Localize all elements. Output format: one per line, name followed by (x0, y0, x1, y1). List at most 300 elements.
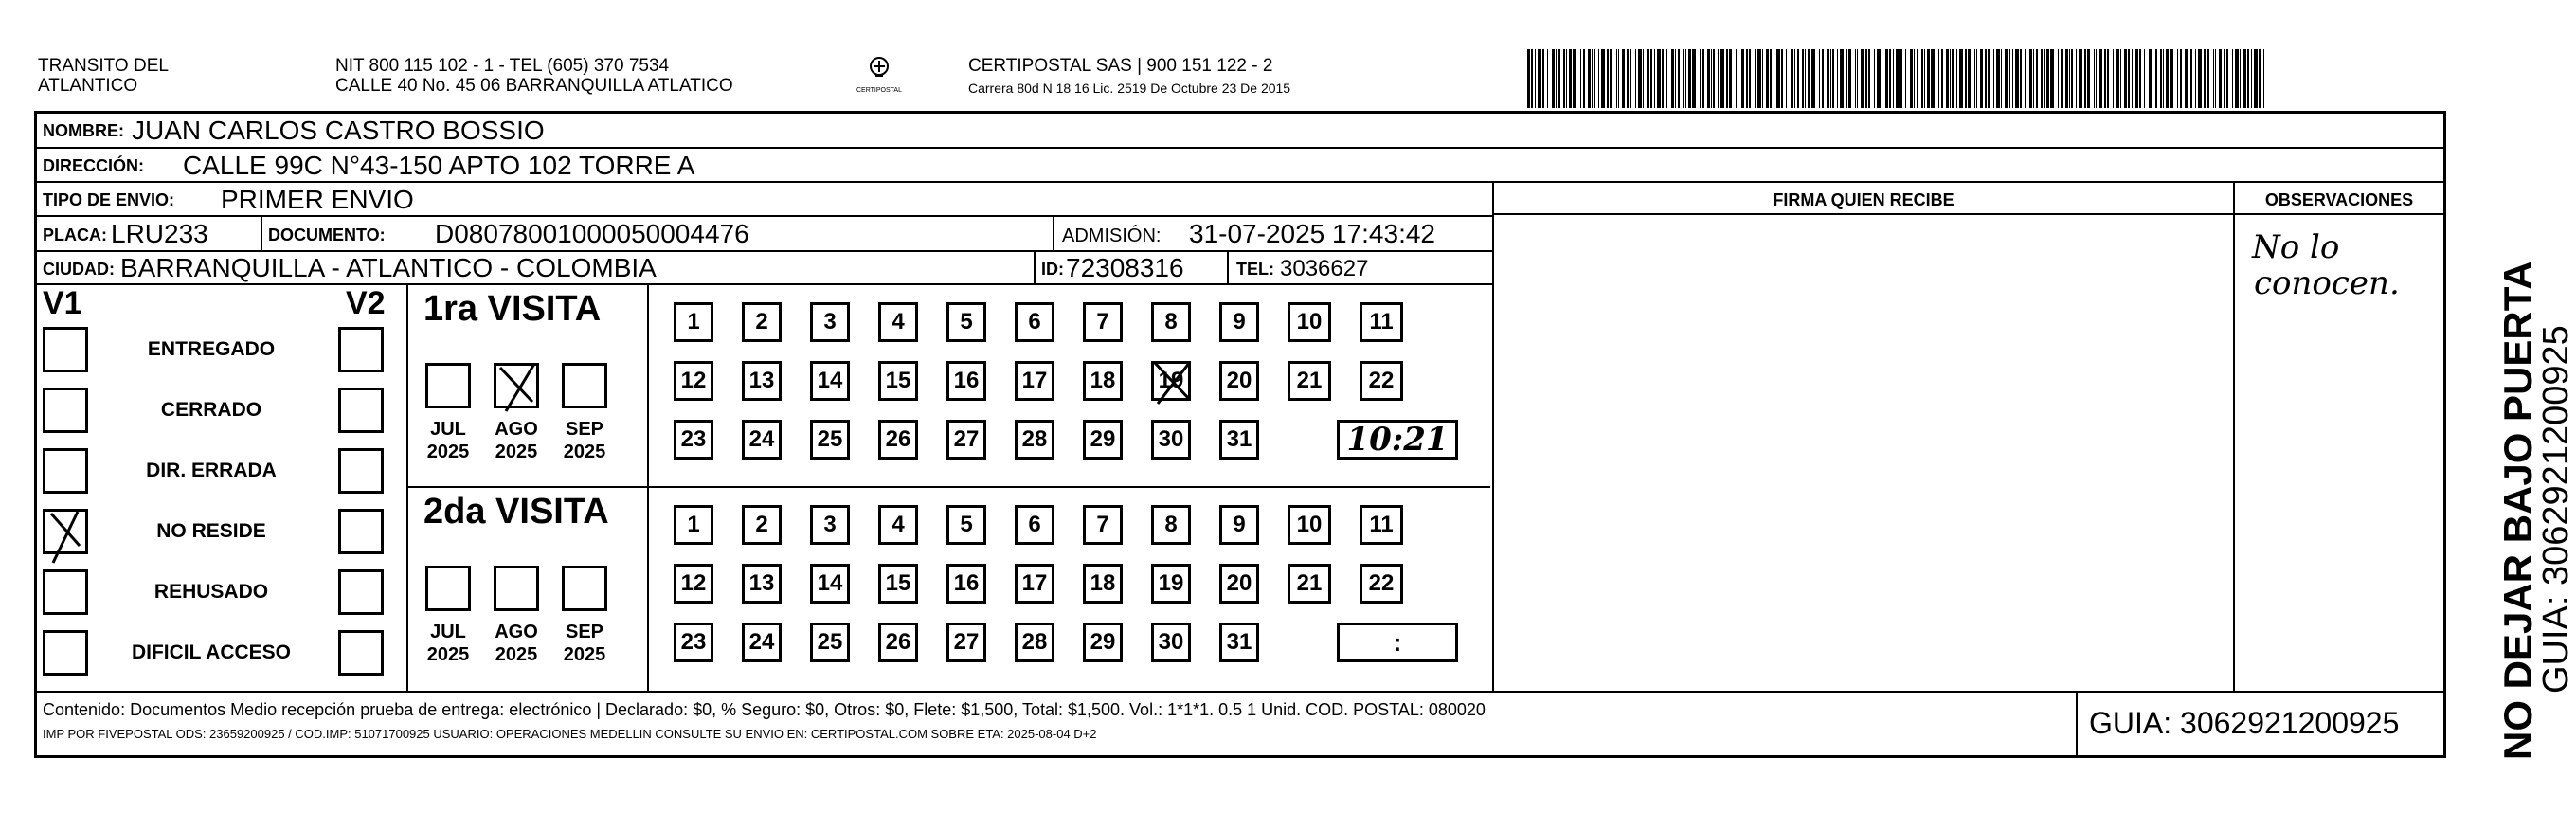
v1-checkbox-no-reside[interactable] (43, 509, 88, 554)
v2-label: V2 (346, 285, 386, 321)
barcode-bar (2087, 49, 2090, 108)
id-value: 72308316 (1066, 253, 1184, 282)
barcode-bar (1950, 49, 1951, 108)
tipo-value: PRIMER ENVIO (221, 185, 414, 214)
barcode-bar (1657, 49, 1661, 108)
barcode-bar (2155, 49, 2157, 108)
v2-checkbox-no-reside[interactable] (338, 509, 384, 554)
barcode-bar (1848, 49, 1851, 108)
status-option-label: DIFICIL ACCESO (131, 641, 291, 663)
barcode-bar (1980, 49, 1983, 108)
footer-imp: IMP POR FIVEPOSTAL ODS: 23659200925 / COD.IMP: 51071700925 USUARIO: OPERACIONES MEDELLIN CONSULTE SU ENVIO EN: CERTIPOSTAL.COM SOBRE ETA: 2025-08-04 D+2 (43, 727, 1097, 741)
barcode-bar (2061, 49, 2063, 108)
barcode-bar (2263, 49, 2264, 108)
barcode-bar (1865, 49, 1867, 108)
second-visit-title: 2da VISITA (423, 492, 609, 532)
barcode-bar (1741, 49, 1744, 108)
barcode-bar (1770, 49, 1772, 108)
time-box[interactable]: 10:21 (1337, 420, 1458, 460)
barcode-bar (2033, 49, 2034, 108)
barcode-bar (1630, 49, 1631, 108)
barcode-bar (1729, 49, 1732, 108)
tipo-row (37, 183, 1494, 217)
status-option-label: ENTREGADO (147, 338, 276, 360)
first-visit (408, 285, 1490, 488)
barcode-bar (1650, 49, 1652, 108)
barcode-bar (2224, 49, 2225, 108)
barcode-bar (2177, 49, 2178, 108)
barcode-bar (2195, 49, 2196, 108)
month-checkbox-sep[interactable] (562, 363, 607, 408)
v1-label: V1 (43, 285, 82, 321)
barcode-bar (1654, 49, 1655, 108)
guia-value: GUIA: 3062921200925 (2089, 706, 2400, 740)
v2-checkbox-rehusado[interactable] (338, 569, 384, 615)
month-checkbox-ago[interactable] (494, 363, 539, 408)
barcode-bar (1627, 49, 1629, 108)
barcode-bar (1692, 49, 1696, 108)
barcode-bar (2058, 49, 2059, 108)
v1-checkbox-cerrado[interactable] (43, 388, 88, 433)
day-box-25[interactable]: 25 (810, 420, 850, 460)
barcode-bar (1580, 49, 1581, 108)
barcode-bar (2185, 49, 2188, 108)
barcode-bar (2012, 49, 2013, 108)
barcode-bar (2071, 49, 2073, 108)
barcode-bar (1855, 49, 1856, 108)
barcode-bar (1666, 49, 1667, 108)
day-box-7[interactable]: 7 (1083, 302, 1123, 342)
barcode-bar (1868, 49, 1870, 108)
barcode-bar (1535, 49, 1536, 108)
barcode-bar (1965, 49, 1967, 108)
month-checkbox-jul[interactable] (425, 363, 471, 408)
barcode-bar (1822, 49, 1824, 108)
day-box-16[interactable]: 16 (946, 564, 986, 604)
barcode-bar (1573, 49, 1576, 108)
day-box-14[interactable]: 14 (810, 564, 850, 604)
nit-line: NIT 800 115 102 - 1 - TEL (605) 370 7534 (335, 56, 670, 76)
day-box-16[interactable]: 16 (946, 361, 986, 401)
barcode-bar (1905, 49, 1906, 108)
day-box-22[interactable]: 22 (1360, 361, 1403, 401)
obs-header (2235, 183, 2443, 215)
barcode-bar (2065, 49, 2068, 108)
barcode-bar (1563, 49, 1565, 108)
barcode-bar (1635, 49, 1636, 108)
barcode-bar (1713, 49, 1715, 108)
barcode-bar (1976, 49, 1977, 108)
barcode-bar (1527, 49, 1530, 108)
day-box-19[interactable]: 19 (1151, 564, 1191, 604)
barcode-bar (1993, 49, 1994, 108)
barcode-bar (2219, 49, 2222, 108)
barcode-bar (2104, 49, 2106, 108)
barcode-bar (1588, 49, 1591, 108)
ciudad-row (37, 252, 1494, 285)
barcode-bar (1558, 49, 1560, 108)
v2-checkbox-cerrado[interactable] (338, 388, 384, 433)
day-box-7[interactable]: 7 (1083, 505, 1123, 545)
barcode-bar (1762, 49, 1763, 108)
v2-checkbox-entregado[interactable] (338, 327, 384, 372)
day-box-12[interactable]: 12 (674, 564, 713, 604)
barcode-bar (2213, 49, 2214, 108)
day-box-30[interactable]: 30 (1151, 622, 1191, 662)
barcode-bar (1700, 49, 1701, 108)
barcode-bar (1896, 49, 1900, 108)
barcode-bar (1927, 49, 1930, 108)
barcode-bar (1917, 49, 1918, 108)
v2-checkbox-dificil-acceso[interactable] (338, 630, 384, 676)
day-box-21[interactable]: 21 (1288, 564, 1331, 604)
day-box-23[interactable]: 23 (674, 622, 713, 662)
day-box-20[interactable]: 20 (1219, 361, 1259, 401)
barcode-bar (1846, 49, 1847, 108)
barcode-bar (1643, 49, 1644, 108)
day-box-2[interactable]: 2 (742, 505, 782, 545)
status-options (37, 285, 408, 691)
day-box-11[interactable]: 11 (1360, 302, 1403, 342)
day-box-1[interactable]: 1 (674, 505, 713, 545)
barcode-bar (1840, 49, 1844, 108)
barcode-bar (1874, 49, 1875, 108)
footer (37, 691, 2443, 755)
sender-line-1: TRANSITO DEL (38, 56, 169, 76)
company-info (968, 56, 1290, 96)
barcode-bar (2029, 49, 2032, 108)
second-visit-months (408, 488, 649, 691)
day-box-29[interactable]: 29 (1083, 420, 1123, 460)
barcode-bar (1877, 49, 1881, 108)
day-box-24[interactable]: 24 (742, 420, 782, 460)
barcode-bar (1921, 49, 1923, 108)
side-guia: GUIA: 3062921200925 (2536, 325, 2576, 694)
sender-line-2: ATLANTICO (38, 76, 138, 96)
barcode-bar (2254, 49, 2258, 108)
check-mark-icon (1148, 356, 1198, 407)
v1-checkbox-dir-errada[interactable] (43, 448, 88, 494)
barcode-bar (2190, 49, 2192, 108)
barcode-bar (1857, 49, 1858, 108)
day-box-9[interactable]: 9 (1219, 505, 1259, 545)
barcode-bar (1924, 49, 1925, 108)
obs-label: OBSERVACIONES (2264, 190, 2414, 209)
barcode-bar (1968, 49, 1971, 108)
day-box-20[interactable]: 20 (1219, 564, 1259, 604)
barcode-bar (1952, 49, 1954, 108)
barcode-bar (2198, 49, 2202, 108)
barcode-bar (1794, 49, 1795, 108)
barcode-bar (1610, 49, 1612, 108)
placa-value: LRU233 (111, 219, 208, 248)
barcode-bar (2050, 49, 2054, 108)
month-label-jul: JUL 2025 (426, 419, 470, 462)
day-box-28[interactable]: 28 (1015, 622, 1054, 662)
barcode-bar (1707, 49, 1710, 108)
day-box-27[interactable]: 27 (946, 420, 986, 460)
barcode-bar (2036, 49, 2038, 108)
barcode-bar (2015, 49, 2019, 108)
barcode-bar (1900, 49, 1902, 108)
day-box-25[interactable]: 25 (810, 622, 850, 662)
barcode-bar (1678, 49, 1680, 108)
barcode-bar (2076, 49, 2077, 108)
barcode-bar (1893, 49, 1894, 108)
barcode-bar (1566, 49, 1567, 108)
sender-details (335, 56, 733, 96)
barcode-bar (1662, 49, 1664, 108)
month-checkbox-ago[interactable] (494, 566, 539, 611)
check-mark-icon (495, 360, 542, 413)
status-area (37, 285, 1494, 691)
barcode-bar (2170, 49, 2173, 108)
day-box-31[interactable]: 31 (1219, 622, 1259, 662)
barcode-bar (2247, 49, 2249, 108)
barcode-bar (1819, 49, 1820, 108)
barcode-bar (2166, 49, 2169, 108)
day-box-1[interactable]: 1 (674, 302, 713, 342)
barcode-bar (1766, 49, 1769, 108)
barcode-bar (1749, 49, 1751, 108)
status-option-label: NO RESIDE (156, 520, 266, 542)
barcode-bar (1974, 49, 1975, 108)
placa-label: PLACA: (43, 226, 107, 244)
barcode-bar (2005, 49, 2008, 108)
barcode-bar (2240, 49, 2241, 108)
barcode-bar (1531, 49, 1533, 108)
barcode-bar (2084, 49, 2086, 108)
barcode-bar (2025, 49, 2026, 108)
day-box-14[interactable]: 14 (810, 361, 850, 401)
ciudad-value: BARRANQUILLA - ATLANTICO - COLOMBIA (120, 253, 657, 282)
barcode-bar (1830, 49, 1831, 108)
day-box-19[interactable]: 19 (1151, 361, 1191, 401)
day-box-8[interactable]: 8 (1151, 302, 1191, 342)
barcode-bar (1583, 49, 1585, 108)
day-box-18[interactable]: 18 (1083, 361, 1123, 401)
barcode-graphic (1527, 49, 2274, 108)
barcode-bar (1688, 49, 1691, 108)
barcode-bar (2226, 49, 2228, 108)
day-box-27[interactable]: 27 (946, 622, 986, 662)
placa-row (37, 217, 1494, 252)
day-box-31[interactable]: 31 (1219, 420, 1259, 460)
barcode-bar (1959, 49, 1963, 108)
barcode-bar (1547, 49, 1548, 108)
day-box-12[interactable]: 12 (674, 361, 713, 401)
first-visit-title: 1ra VISITA (423, 289, 602, 329)
barcode-bar (2207, 49, 2209, 108)
month-label-ago: AGO 2025 (495, 622, 538, 665)
month-checkbox-jul[interactable] (425, 566, 471, 611)
barcode-bar (2139, 49, 2141, 108)
v1-checkbox-dificil-acceso[interactable] (43, 630, 88, 676)
barcode-bar (2180, 49, 2182, 108)
direccion-value: CALLE 99C N°43-150 APTO 102 TORRE A (183, 151, 695, 180)
barcode-bar (2044, 49, 2045, 108)
day-box-15[interactable]: 15 (878, 564, 918, 604)
day-box-6[interactable]: 6 (1015, 505, 1054, 545)
barcode-bar (1956, 49, 1957, 108)
barcode-bar (2099, 49, 2102, 108)
day-box-10[interactable]: 10 (1288, 302, 1331, 342)
day-box-21[interactable]: 21 (1288, 361, 1331, 401)
day-box-29[interactable]: 29 (1083, 622, 1123, 662)
day-box-9[interactable]: 9 (1219, 302, 1259, 342)
day-box-4[interactable]: 4 (878, 302, 918, 342)
barcode-bar (2251, 49, 2252, 108)
barcode-bar (1622, 49, 1625, 108)
documento-value: D08078001000050004476 (435, 219, 749, 248)
barcode-bar (2128, 49, 2130, 108)
status-option-label: DIR. ERRADA (146, 460, 277, 481)
barcode-bar (1711, 49, 1712, 108)
v2-checkbox-dir-errada[interactable] (338, 448, 384, 494)
day-box-6[interactable]: 6 (1015, 302, 1054, 342)
barcode-bar (1889, 49, 1891, 108)
day-box-13[interactable]: 13 (742, 361, 782, 401)
barcode-bar (1832, 49, 1834, 108)
barcode-bar (1720, 49, 1724, 108)
barcode-bar (1618, 49, 1619, 108)
day-box-26[interactable]: 26 (878, 420, 918, 460)
month-checkbox-sep[interactable] (562, 566, 607, 611)
day-box-24[interactable]: 24 (742, 622, 782, 662)
barcode-bar (2160, 49, 2162, 108)
barcode-bar (1671, 49, 1674, 108)
barcode-bar (2235, 49, 2239, 108)
v1-checkbox-rehusado[interactable] (43, 569, 88, 615)
time-box[interactable]: : (1337, 622, 1458, 662)
barcode-bar (1755, 49, 1756, 108)
barcode-bar (1718, 49, 1719, 108)
barcode-bar (2132, 49, 2133, 108)
barcode-bar (1607, 49, 1609, 108)
first-visit-months (408, 285, 649, 486)
day-box-18[interactable]: 18 (1083, 564, 1123, 604)
status-option-label: REHUSADO (153, 581, 269, 603)
observaciones-box (2233, 183, 2443, 691)
day-box-23[interactable]: 23 (674, 420, 713, 460)
day-box-5[interactable]: 5 (946, 505, 986, 545)
barcode-bar (1569, 49, 1572, 108)
day-box-30[interactable]: 30 (1151, 420, 1191, 460)
barcode-bar (1647, 49, 1649, 108)
day-box-4[interactable]: 4 (878, 505, 918, 545)
second-visit (408, 488, 1490, 691)
barcode-bar (1702, 49, 1704, 108)
barcode-bar (2069, 49, 2070, 108)
day-box-3[interactable]: 3 (810, 505, 850, 545)
status-option-label: CERRADO (160, 399, 262, 421)
admision-value: 31-07-2025 17:43:42 (1189, 219, 1435, 248)
check-mark-icon (45, 508, 87, 565)
day-box-17[interactable]: 17 (1015, 361, 1054, 401)
signature-area (1494, 183, 2443, 691)
nombre-row (37, 114, 2443, 149)
day-box-8[interactable]: 8 (1151, 505, 1191, 545)
barcode-bar (2163, 49, 2164, 108)
v1-checkbox-entregado[interactable] (43, 327, 88, 372)
day-box-5[interactable]: 5 (946, 302, 986, 342)
barcode-bar (2120, 49, 2121, 108)
barcode-bar (2116, 49, 2119, 108)
barcode-bar (1776, 49, 1780, 108)
barcode-bar (1938, 49, 1939, 108)
barcode-bar (1808, 49, 1810, 108)
tel-value: 3036627 (1280, 256, 1369, 281)
barcode-bar (1827, 49, 1829, 108)
barcode-bar (1946, 49, 1949, 108)
barcode-bar (2135, 49, 2138, 108)
month-label-sep: SEP 2025 (563, 419, 606, 462)
nombre-value: JUAN CARLOS CASTRO BOSSIO (132, 116, 545, 145)
firma-label: FIRMA QUIEN RECIBE (1773, 190, 1955, 209)
documento-label: DOCUMENTO: (268, 226, 386, 244)
barcode-bar (2009, 49, 2010, 108)
barcode-bar (1996, 49, 2000, 108)
barcode-bar (1726, 49, 1728, 108)
barcode-bar (2204, 49, 2206, 108)
barcode-bar (2046, 49, 2049, 108)
direccion-row (37, 149, 2443, 183)
barcode-bar (1931, 49, 1935, 108)
barcode-bar (2094, 49, 2095, 108)
company-line: CERTIPOSTAL SAS | 900 151 122 - 2 (968, 56, 1273, 76)
barcode-bar (1797, 49, 1799, 108)
day-box-22[interactable]: 22 (1360, 564, 1403, 604)
barcode-bar (2096, 49, 2097, 108)
barcode-bar (1757, 49, 1761, 108)
day-box-15[interactable]: 15 (878, 361, 918, 401)
day-box-3[interactable]: 3 (810, 302, 850, 342)
barcode-bar (1598, 49, 1599, 108)
barcode-bar (1885, 49, 1888, 108)
admision-label: ADMISIÓN: (1062, 226, 1162, 246)
company-address: Carrera 80d N 18 16 Lic. 2519 De Octubre 23 De 2015 (968, 81, 1291, 96)
day-box-10[interactable]: 10 (1288, 505, 1331, 545)
obs-note-line-1: No lo (2252, 228, 2340, 266)
barcode-bar (2232, 49, 2233, 108)
address-line: CALLE 40 No. 45 06 BARRANQUILLA ATLATICO (335, 76, 733, 96)
barcode-bar (1837, 49, 1838, 108)
barcode-bar (2259, 49, 2261, 108)
shipping-form (34, 111, 2446, 758)
barcode-bar (1685, 49, 1686, 108)
day-box-28[interactable]: 28 (1015, 420, 1054, 460)
barcode-bar (1594, 49, 1595, 108)
barcode-bar (2041, 49, 2043, 108)
barcode-bar (1538, 49, 1541, 108)
day-box-11[interactable]: 11 (1360, 505, 1403, 545)
month-label-ago: AGO 2025 (495, 419, 538, 462)
barcode-bar (2020, 49, 2022, 108)
barcode-bar (1556, 49, 1557, 108)
day-box-13[interactable]: 13 (742, 564, 782, 604)
barcode-bar (1802, 49, 1804, 108)
barcode-bar (1910, 49, 1913, 108)
barcode-bar (1542, 49, 1544, 108)
tel-label: TEL: (1236, 260, 1274, 279)
day-box-2[interactable]: 2 (742, 302, 782, 342)
barcode-bar (1811, 49, 1815, 108)
day-box-26[interactable]: 26 (878, 622, 918, 662)
barcode-bar (1988, 49, 1990, 108)
nombre-label: NOMBRE: (43, 121, 124, 140)
id-label: ID: (1041, 260, 1064, 279)
day-box-17[interactable]: 17 (1015, 564, 1054, 604)
